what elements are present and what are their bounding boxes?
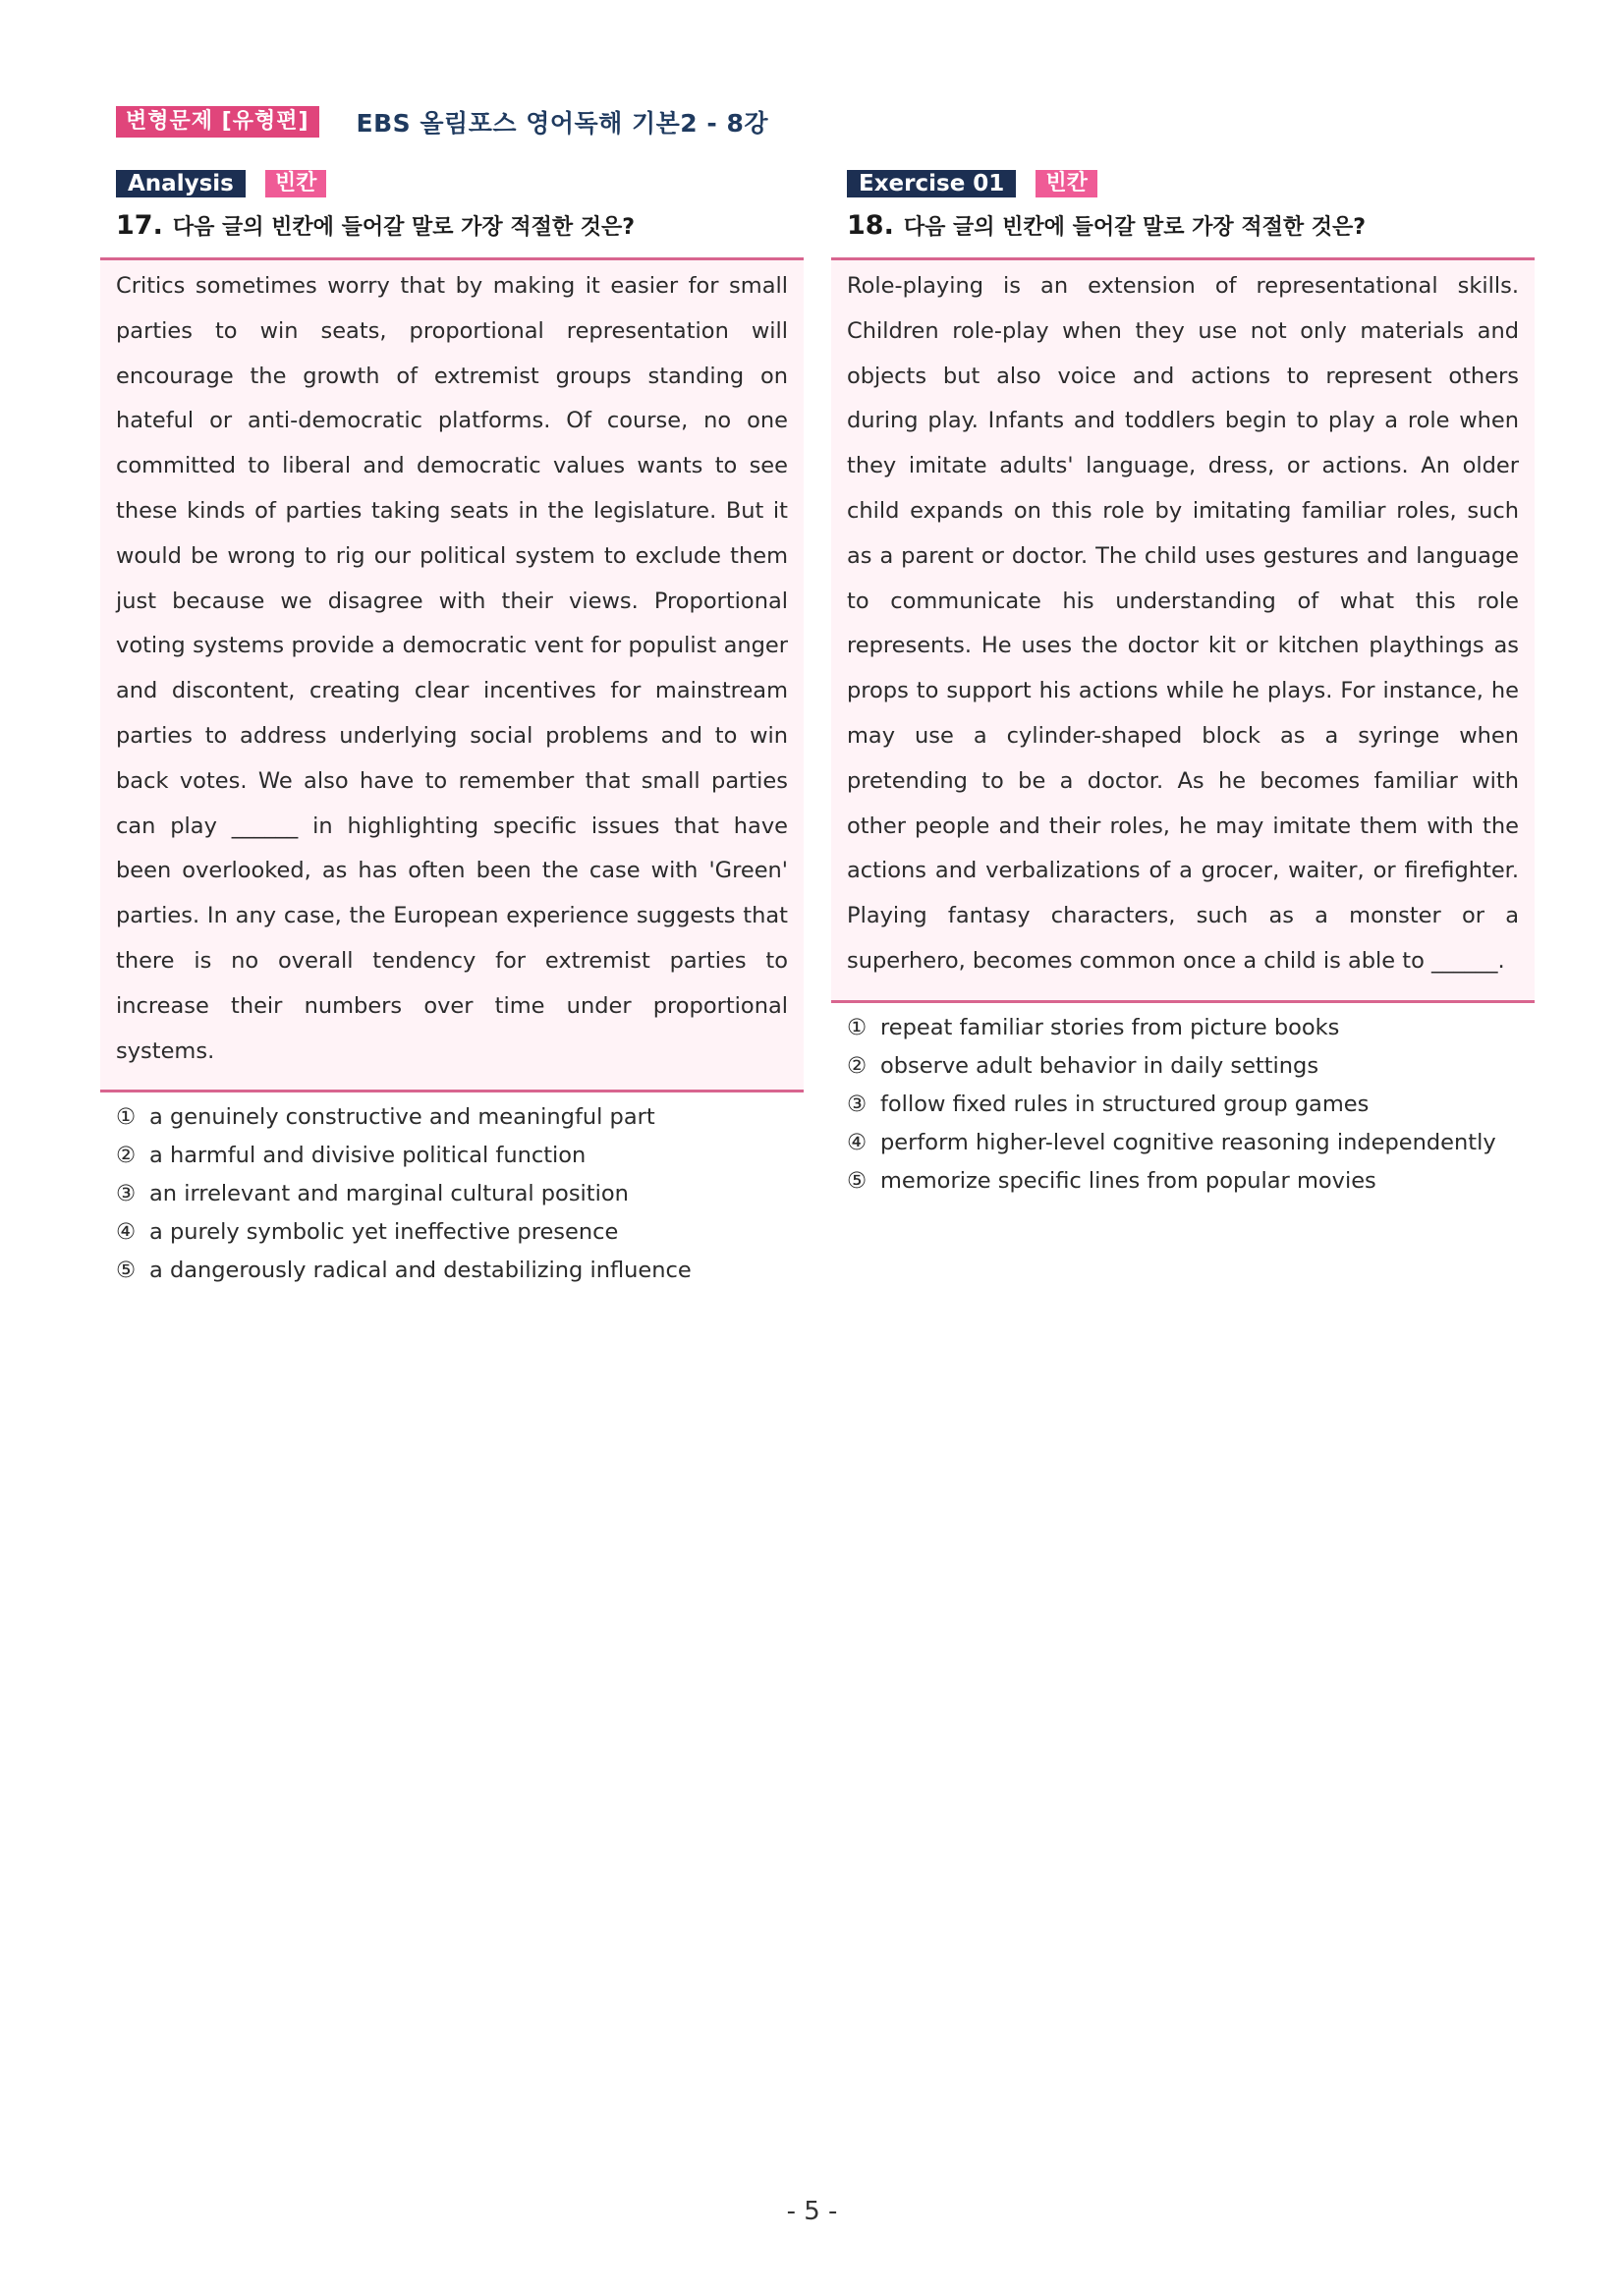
- choice-text: a harmful and divisive political function: [149, 1143, 587, 1169]
- choice-number: ①: [116, 1104, 137, 1131]
- choice-number: ④: [847, 1129, 868, 1155]
- page-number: - 5 -: [786, 2197, 838, 2226]
- page-header: [116, 104, 768, 140]
- type-tag: Exercise 01: [847, 170, 1016, 197]
- question-heading: [116, 210, 804, 244]
- question-heading: [847, 210, 1535, 244]
- answer-choice[interactable]: [116, 1175, 804, 1213]
- choice-text: memorize specific lines from popular movies: [880, 1167, 1376, 1194]
- question-text: 다음 글의 빈칸에 들어갈 말로 가장 적절한 것은?: [903, 215, 1367, 240]
- answer-choice[interactable]: [116, 1213, 804, 1252]
- question-column-right: [831, 169, 1535, 1201]
- choice-text: perform higher-level cognitive reasoning independently: [880, 1129, 1496, 1155]
- answer-choice[interactable]: [116, 1252, 804, 1290]
- passage-box: Role-playing is an extension of representational skills. Children role-play when they use not only materials and objects but also voice and actions to represent others during play. Infants and toddlers begin to play a role when they imitate adults' language, dress, or actions. An older child expands on this role by imitating familiar roles, such as a parent or doctor. The child uses gestures and language to communicate his understanding of what this role represents. He uses the doctor kit or kitchen playthings as props to support his actions while he plays. For instance, he may use a cylinder-shaped block as a syringe when pretending to be a doctor. As he becomes familiar with other people and their roles, he may imitate them with the actions and verbalizations of a grocer, waiter, or firefighter. Playing fantasy characters, such as a monster or a superhero, becomes common once a child is able to ______.: [831, 257, 1535, 1003]
- answer-choices: [831, 1009, 1535, 1201]
- question-tags: [116, 169, 804, 198]
- passage-box: Critics sometimes worry that by making it easier for small parties to win seats, proportional representation will encourage the growth of extremist groups standing on hateful or anti-democratic platforms. Of course, no one committed to liberal and democratic values wants to see these kinds of parties taking seats in the legislature. But it would be wrong to rig our political system to exclude them just because we disagree with their views. Proportional voting systems provide a democratic vent for populist anger and discontent, creating clear incentives for mainstream parties to address underlying social problems and to win back votes. We also have to remember that small parties can play ______ in highlighting specific issues that have been overlooked, as has often been the case with 'Green' parties. In any case, the European experience suggests that there is no overall tendency for extremist parties to increase their numbers over time under proportional systems.: [100, 257, 804, 1092]
- document-title: EBS 올림포스 영어독해 기본2 - 8강: [356, 109, 769, 138]
- choice-text: follow fixed rules in structured group games: [880, 1091, 1370, 1117]
- type-tag: Analysis: [116, 170, 246, 197]
- choice-number: ②: [116, 1143, 137, 1169]
- question-tags: [847, 169, 1535, 198]
- choice-number: ①: [847, 1014, 868, 1040]
- category-tag: 빈칸: [1036, 170, 1097, 197]
- choice-number: ⑤: [116, 1258, 137, 1284]
- question-number: 17.: [116, 210, 163, 241]
- answer-choice[interactable]: [847, 1009, 1535, 1047]
- choice-text: a purely symbolic yet ineffective presence: [149, 1219, 619, 1246]
- category-tag: 빈칸: [265, 170, 327, 197]
- answer-choice[interactable]: [847, 1124, 1535, 1162]
- answer-choice[interactable]: [116, 1098, 804, 1137]
- choice-text: repeat familiar stories from picture books: [880, 1014, 1340, 1040]
- section-badge: 변형문제 [유형편]: [116, 106, 319, 138]
- choice-text: a genuinely constructive and meaningful part: [149, 1104, 655, 1131]
- question-column-left: [100, 169, 804, 1290]
- answer-choice[interactable]: [847, 1162, 1535, 1201]
- choice-number: ④: [116, 1219, 137, 1246]
- question-number: 18.: [847, 210, 894, 241]
- answer-choices: [100, 1098, 804, 1290]
- answer-choice[interactable]: [116, 1137, 804, 1175]
- choice-text: a dangerously radical and destabilizing influence: [149, 1258, 692, 1284]
- choice-number: ⑤: [847, 1167, 868, 1194]
- choice-number: ③: [116, 1181, 137, 1207]
- choice-number: ②: [847, 1052, 868, 1079]
- choice-number: ③: [847, 1091, 868, 1117]
- choice-text: an irrelevant and marginal cultural position: [149, 1181, 629, 1207]
- choice-text: observe adult behavior in daily settings: [880, 1052, 1319, 1079]
- answer-choice[interactable]: [847, 1086, 1535, 1124]
- question-text: 다음 글의 빈칸에 들어갈 말로 가장 적절한 것은?: [172, 215, 636, 240]
- answer-choice[interactable]: [847, 1047, 1535, 1086]
